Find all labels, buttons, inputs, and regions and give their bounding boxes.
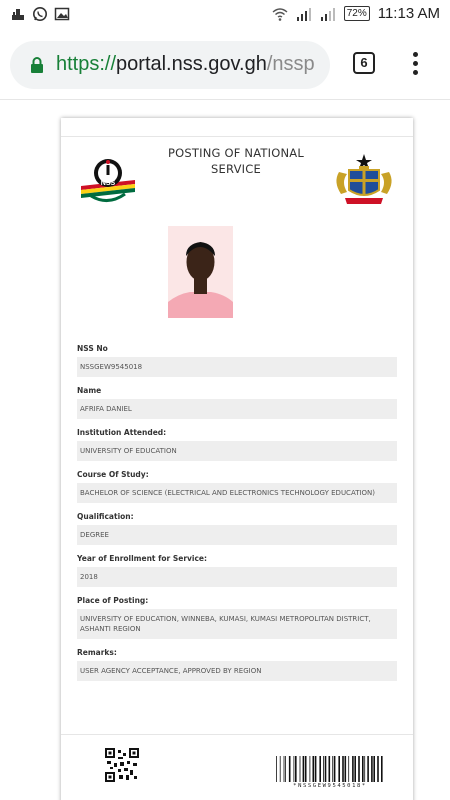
usb-debug-icon [10,6,26,22]
field-label: Institution Attended: [77,428,167,437]
field-remarks [77,648,397,681]
barcode-bar [310,756,311,782]
field-nss-no [77,344,397,377]
image-icon [54,6,70,22]
barcode-bar [345,756,347,782]
whatsapp-icon [32,6,48,22]
notification-icons [10,6,70,22]
status-bar [0,0,450,30]
barcode-bar [352,756,354,782]
barcode-bar [284,756,285,782]
field-label: Place of Posting: [77,596,149,605]
barcode-bar [289,756,291,782]
tab-switcher-button[interactable]: 6 [353,52,375,74]
system-status [272,5,440,22]
barcode-bar [319,756,321,782]
barcode-bar [367,756,369,782]
field-value: AFRIFA DANIEL [77,399,397,419]
url-path: /nssp [266,53,315,75]
barcode-bar [305,756,307,782]
barcode-bar [300,756,301,782]
field-value: 2018 [77,567,397,587]
field-label: Course Of Study: [77,470,149,479]
url-scheme: https:// [56,53,117,75]
field-value: USER AGENCY ACCEPTANCE, APPROVED BY REGION [77,661,397,681]
signal-icon [296,6,312,22]
field-institution [77,428,397,461]
browser-toolbar [0,30,450,100]
barcode-bar [325,756,327,782]
barcode-bar [358,756,360,782]
field-enrollment-year [77,554,397,587]
posting-letter-card [61,118,413,800]
barcode-bar [362,756,364,782]
field-label: Remarks: [77,648,117,657]
divider [61,136,413,137]
field-value: UNIVERSITY OF EDUCATION [77,441,397,461]
barcode-bar [373,756,375,782]
clock: 11:13 AM [377,5,440,22]
field-qualification [77,512,397,545]
barcode-bar [315,756,317,782]
field-value: NSSGEW9545018 [77,357,397,377]
barcode-bar [338,756,340,782]
applicant-details [77,344,397,690]
barcode-bar [285,756,286,782]
field-name [77,386,397,419]
barcode-bar [294,756,295,782]
card-title: POSTING OF NATIONAL SERVICE [168,146,304,176]
barcode-bar [377,756,379,782]
field-label: NSS No [77,344,108,353]
overflow-menu-icon[interactable] [405,50,425,80]
field-value: BACHELOR OF SCIENCE (ELECTRICAL AND ELECTRONICS TECHNOLOGY EDUCATION) [77,483,397,503]
field-course [77,470,397,503]
url-text[interactable] [56,53,315,76]
barcode-bar [329,756,331,782]
barcode-bar [303,756,305,782]
nss-logo [79,156,137,206]
barcode-bar [323,756,324,782]
barcode-bar [313,756,315,782]
barcode-bar [364,756,365,782]
barcode-bar [280,756,281,782]
barcode-bar [354,756,356,782]
url-host: portal.nss.gov.gh [116,53,267,75]
field-label: Year of Enrollment for Service: [77,554,208,563]
address-bar[interactable] [10,41,330,89]
qr-code [105,748,139,782]
divider [61,734,413,735]
field-place-of-posting [77,596,397,639]
signal-icon-2 [320,6,336,22]
field-label: Name [77,386,102,395]
lock-icon [30,56,44,74]
barcode-bar [342,756,344,782]
ghana-coat-of-arms [331,152,397,210]
field-label: Qualification: [77,512,134,521]
field-value: DEGREE [77,525,397,545]
field-value: UNIVERSITY OF EDUCATION, WINNEBA, KUMASI, KUMASI METROPOLITAN DISTRICT, ASHANTI REGION [77,609,397,639]
barcode-bar [332,756,333,782]
barcode-bar [381,756,383,782]
barcode-bar [276,756,277,782]
logo-text: NSS [100,180,116,187]
barcode-bar [295,756,297,782]
barcode-bar [334,756,336,782]
wifi-icon [272,6,288,22]
battery-indicator: 72% [344,6,370,21]
barcode-bar [371,756,373,782]
barcode-bar [348,756,349,782]
profile-photo [168,226,233,318]
barcode-text: *NSSGEW9545018* [293,783,367,789]
barcode [276,756,384,782]
